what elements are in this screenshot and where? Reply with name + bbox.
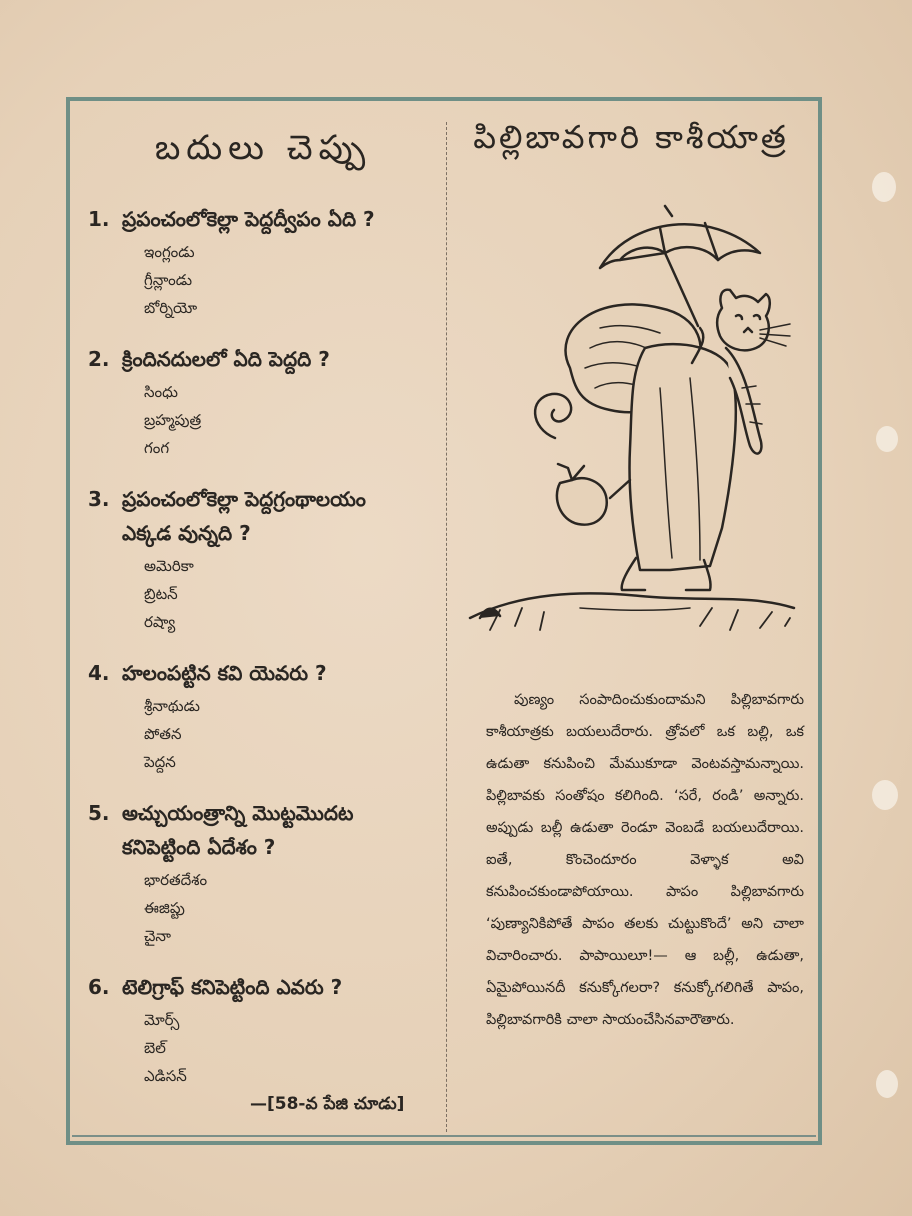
column-divider — [446, 122, 447, 1132]
question-item — [88, 202, 438, 322]
answer-options — [144, 866, 438, 950]
answer-option: ఎడిసన్ — [144, 1067, 187, 1085]
question-number: 3. — [88, 487, 110, 511]
paper-hole-mark — [876, 1070, 898, 1098]
answer-option: బ్రిటన్ — [144, 585, 178, 603]
page-reference: —[58-వ పేజి చూడు] — [250, 1094, 405, 1114]
story-title: పిల్లిబావగారి కాశీయాత్ర — [473, 118, 789, 156]
question-line: టెలిగ్రాఫ్ కనిపెట్టింది ఎవరు ? — [122, 975, 343, 999]
question-line: ప్రపంచంలోకెల్లా పెద్దగ్రంథాలయం — [122, 487, 366, 511]
answer-option: బోర్నియో — [144, 299, 198, 317]
question-line: క్రిందినదులలో ఏది పెద్దది ? — [122, 347, 330, 371]
question-text — [88, 796, 438, 864]
question-text — [88, 482, 438, 550]
answer-option: భారతదేశం — [144, 871, 208, 889]
answer-option: ఈజిప్టు — [144, 899, 185, 917]
story-text — [486, 684, 804, 1036]
answer-options — [144, 238, 438, 322]
question-line: హలంపట్టిన కవి యెవరు ? — [122, 661, 327, 685]
question-item — [88, 970, 438, 1090]
question-item — [88, 796, 438, 950]
question-list — [88, 202, 438, 1090]
paper-hole-mark — [872, 172, 896, 202]
answer-options — [144, 692, 438, 776]
answer-option: సింధు — [144, 383, 178, 401]
question-text — [88, 342, 438, 376]
question-number: 5. — [88, 801, 110, 825]
answer-option: అమెరికా — [144, 557, 194, 575]
story-column — [458, 118, 804, 164]
cat-with-umbrella-illustration — [460, 198, 804, 658]
answer-option: బ్రహ్మపుత్ర — [144, 411, 202, 429]
answer-options — [144, 378, 438, 462]
answer-option: గంగ — [144, 439, 170, 457]
question-number: 2. — [88, 347, 110, 371]
answer-option: బెల్ — [144, 1039, 166, 1057]
answer-options — [144, 1006, 438, 1090]
question-item — [88, 482, 438, 636]
answer-option: శ్రీనాథుడు — [144, 697, 200, 715]
question-item — [88, 656, 438, 776]
answer-option: పెద్దన — [144, 753, 176, 771]
question-number: 6. — [88, 975, 110, 999]
answer-option: రష్యా — [144, 613, 176, 631]
question-line: ప్రపంచంలోకెల్లా పెద్దద్వీపం ఏది ? — [122, 207, 375, 231]
quiz-title: బదులు చెప్పు — [154, 128, 372, 168]
question-line: అచ్చుయంత్రాన్ని మొట్టమొదట — [122, 801, 354, 825]
question-line-continued: ఎక్కడ వున్నది ? — [122, 521, 251, 545]
question-text — [88, 970, 438, 1004]
answer-option: పోతన — [144, 725, 182, 743]
paper-hole-mark — [876, 426, 898, 452]
question-number: 4. — [88, 661, 110, 685]
paper-hole-mark — [872, 780, 898, 810]
answer-option: గ్రీన్లాండు — [144, 271, 193, 289]
answer-option: ఇంగ్లండు — [144, 243, 195, 261]
story-paragraph: పుణ్యం సంపాదించుకుందామని పిల్లిబావగారు కాశీయాత్రకు బయలుదేరారు. త్రోవలో ఒక బల్లి, ఒక ఉడుతా కనుపించి మేముకూడా వెంటవస్తామన్నాయి. పిల్లిబావకు సంతోషం కలిగింది. ‘సరే, రండి’ అన్నారు. అప్పుడు బల్లీ ఉడుతా రెండూ వెంబడే బయలుదేరాయి. ఐతే, కొంచెందూరం వెళ్ళాక అవి కనుపించకుండాపోయాయి. పాపం పిల్లిబావగారు ‘పుణ్యానికిపోతే పాపం తలకు చుట్టుకొందే’ అని చాలా విచారించారు. పాపాయిలూ!— ఆ బల్లీ, ఉడుతా, ఏమైపోయినదీ కనుక్కోగలరా? కనుక్కోగలిగితే పాపం, పిల్లిబావగారికి చాలా సాయంచేసినవారౌతారు. — [486, 692, 804, 1028]
answer-option: మోర్స్ — [144, 1011, 180, 1029]
question-line-continued: కనిపెట్టింది ఏదేశం ? — [122, 835, 276, 859]
question-item — [88, 342, 438, 462]
bottom-rule — [72, 1135, 816, 1137]
quiz-column — [88, 128, 438, 1110]
question-text — [88, 202, 438, 236]
question-number: 1. — [88, 207, 110, 231]
answer-option: చైనా — [144, 927, 171, 945]
question-text — [88, 656, 438, 690]
answer-options — [144, 552, 438, 636]
